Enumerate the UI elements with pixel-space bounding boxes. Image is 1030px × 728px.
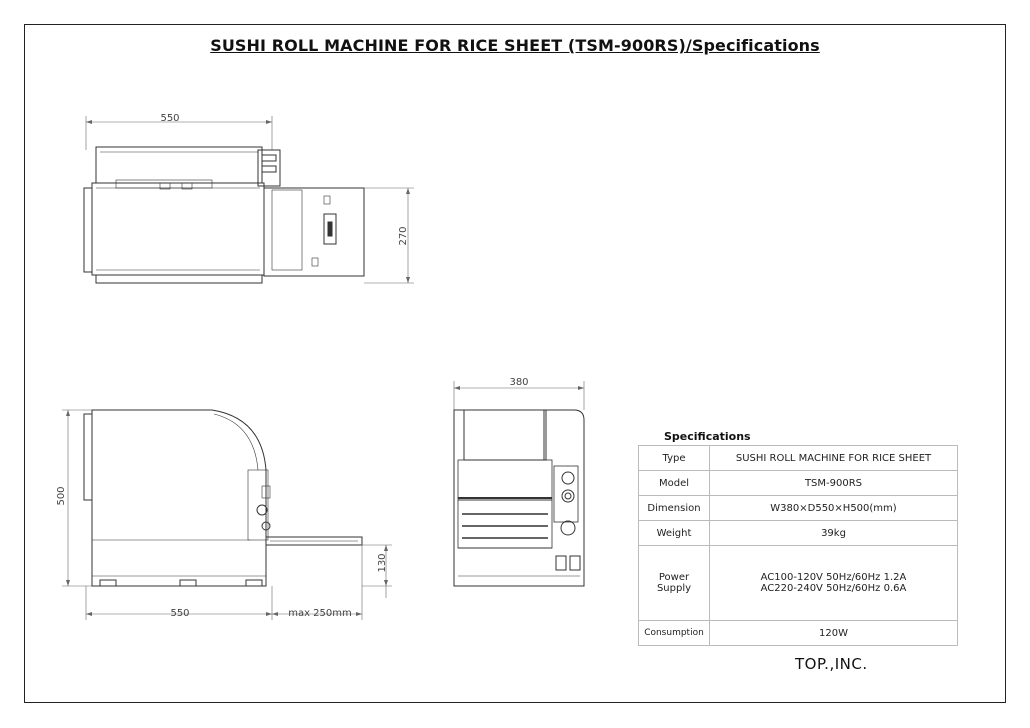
spec-label-dimension: Dimension (639, 496, 710, 521)
spec-value-dimension: W380×D550×H500(mm) (710, 496, 958, 521)
spec-value-consumption: 120W (710, 621, 958, 646)
table-row (639, 496, 958, 521)
spec-label-consumption: Consumption (639, 621, 710, 646)
table-row (639, 521, 958, 546)
spec-label-weight: Weight (639, 521, 710, 546)
table-row (639, 621, 958, 646)
table-row (639, 446, 958, 471)
spec-label-power: Power Supply (639, 546, 710, 621)
top-width-dimension: 550 (160, 113, 180, 124)
side-view-drawing (62, 410, 392, 620)
tray-height-dimension: 130 (377, 553, 388, 573)
spec-label-model: Model (639, 471, 710, 496)
table-row (639, 471, 958, 496)
document-title: SUSHI ROLL MACHINE FOR RICE SHEET (TSM-900RS)/Specifications (210, 36, 820, 55)
spec-heading: Specifications (664, 430, 751, 443)
spec-table (638, 445, 958, 646)
company-name: TOP.,INC. (795, 655, 868, 673)
tray-extension-dimension: max 250mm (288, 608, 352, 619)
table-row (639, 546, 958, 621)
front-width-dimension: 380 (509, 377, 529, 388)
spec-value-model: TSM-900RS (710, 471, 958, 496)
top-view-drawing (84, 116, 414, 283)
side-width-dimension: 550 (170, 608, 190, 619)
top-depth-dimension: 270 (398, 226, 409, 246)
side-height-dimension: 500 (56, 486, 67, 506)
front-view-drawing (454, 381, 584, 586)
spec-value-power: AC100-120V 50Hz/60Hz 1.2A AC220-240V 50Hz/60Hz 0.6A (710, 546, 958, 621)
spec-value-type: SUSHI ROLL MACHINE FOR RICE SHEET (710, 446, 958, 471)
spec-label-type: Type (639, 446, 710, 471)
spec-value-weight: 39kg (710, 521, 958, 546)
